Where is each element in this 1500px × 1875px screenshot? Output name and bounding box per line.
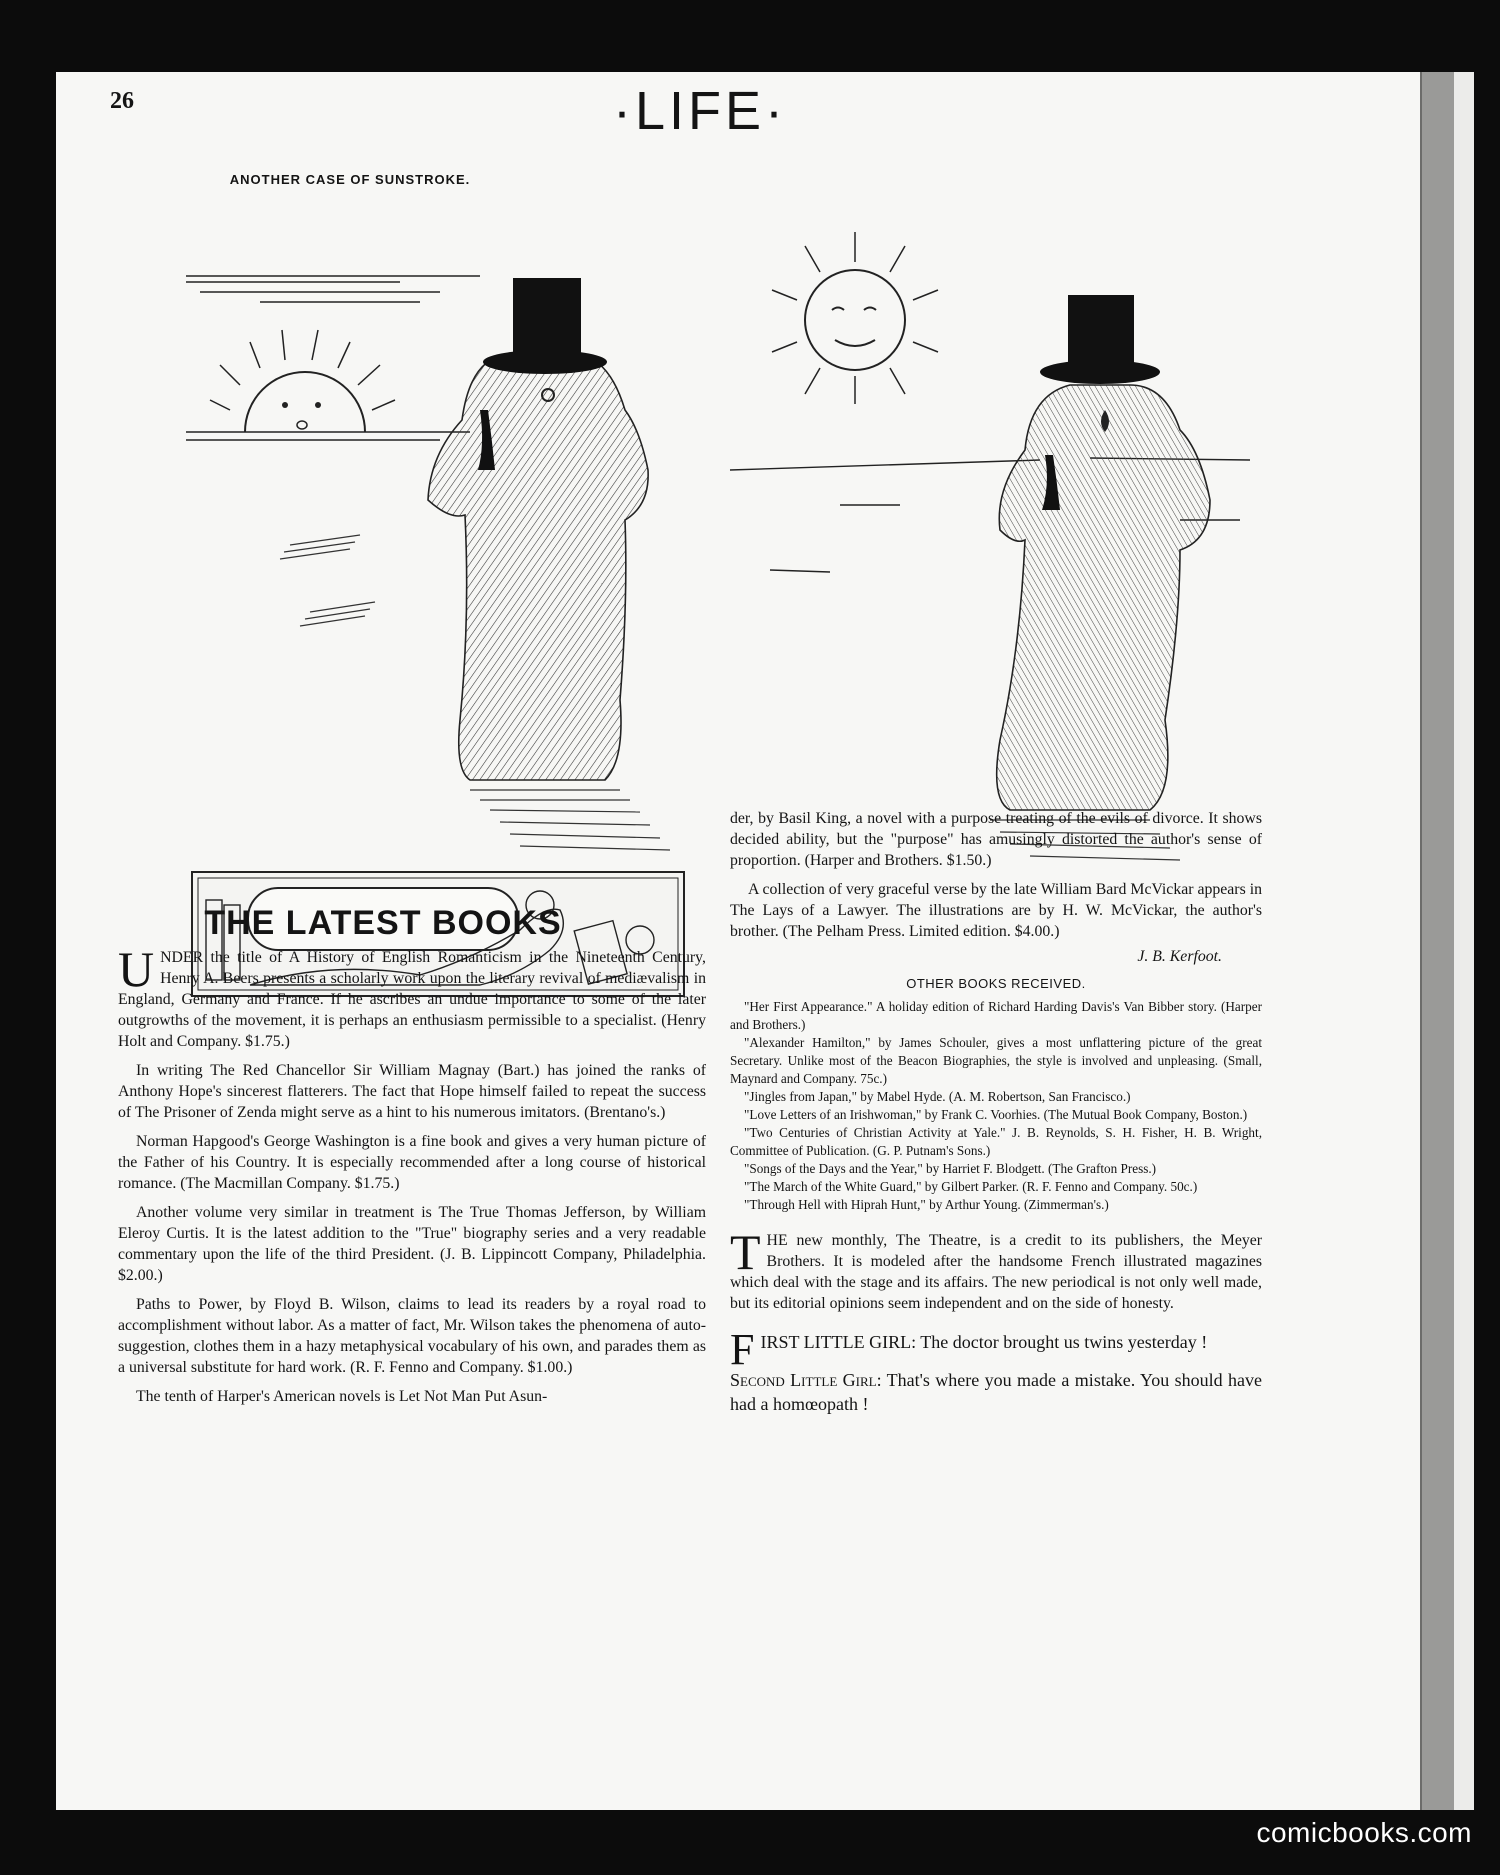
review-paths-to-power: Paths to Power, by Floyd B. Wilson, claims to lead its readers by a royal road to accomplishment without labor. As a matter of fact, Mr. Wilson takes the phenomena of auto-suggestion, clothes them in a hazy metaphysical vocabulary of his own, and parades them as a universal substitute for hard work. (R. F. Fenno and Company. $1.00.) xyxy=(118,1296,706,1376)
list-item: "The March of the White Guard," by Gilbert Parker. (R. F. Fenno and Company. 50c.) xyxy=(744,1179,1198,1194)
review-red-chancellor: In writing The Red Chancellor Sir William Magnay (Bart.) has joined the ranks of Anthony Hope's sincerest flatterers. The fact that Hope himself failed to repeat the success of The Prisoner of Zenda might serve as a hint to his numerous imitators. (Brentano's.) xyxy=(118,1062,706,1121)
other-books-list xyxy=(730,998,1262,1214)
joke-line-2: : That's where you made a mistake. You should have had a homœopath ! xyxy=(730,1370,1262,1414)
drop-cap: T xyxy=(730,1224,761,1280)
review-harper-novel-start: The tenth of Harper's American novels is Let Not Man Put Asun- xyxy=(136,1388,548,1405)
theatre-note: THE new monthly, The Theatre, is a credit to its publishers, the Meyer Brothers. It is modeled after the handsome French illustrated magazines which deal with the stage and its affairs. The new periodical is not only well made, but its editorial opinions seem independent and on the side of honesty. xyxy=(730,1224,1262,1312)
left-snowman xyxy=(428,278,670,850)
review-george-washington: Norman Hapgood's George Washington is a fine book and gives a very human picture of the Father of his Country. It is especially recommended after a long course of historical romance. (The Macmillan Company. $1.75.) xyxy=(118,1133,706,1192)
smiling-sun-icon xyxy=(772,232,938,404)
review-thomas-jefferson: Another volume very similar in treatment is The True Thomas Jefferson, by William Eleroy Curtis. It is the latest addition to the "True" biography series and a very readable commentary upon the life of the third President. (J. B. Lippincott Company, Philadelphia. $2.00.) xyxy=(118,1204,706,1284)
banner-title: THE LATEST BOOKS xyxy=(204,904,562,942)
review-lays-of-a-lawyer: A collection of very graceful verse by the late William Bard McVickar appears in The Lays of a Lawyer. The illustrations are by H. W. McVickar, the author's brother. (The Pelham Press. Limited edition. $4.00.) xyxy=(730,881,1262,940)
site-watermark: comicbooks.com xyxy=(1256,1817,1472,1848)
list-item: "Love Letters of an Irishwoman," by Frank C. Voorhies. (The Mutual Book Company, Boston.) xyxy=(744,1107,1248,1122)
reviewer-signature: J. B. Kerfoot. xyxy=(1137,948,1222,965)
right-cartoon-panel xyxy=(730,232,1250,860)
list-item: "Through Hell with Hiprah Hunt," by Arthur Young. (Zimmerman's.) xyxy=(744,1197,1109,1212)
page-number: 26 xyxy=(110,88,134,114)
left-cartoon-panel xyxy=(186,276,670,850)
list-item: "Her First Appearance." A holiday edition of Richard Harding Davis's Van Bibber story. (Harper and Brothers.) xyxy=(730,999,1262,1032)
list-item: "Songs of the Days and the Year," by Harriet F. Blodgett. (The Grafton Press.) xyxy=(744,1161,1157,1176)
setting-sun-icon xyxy=(210,330,395,432)
masthead-title: ·LIFE· xyxy=(612,81,787,141)
left-text-column xyxy=(118,941,706,1415)
cartoon-caption: ANOTHER CASE OF SUNSTROKE. xyxy=(229,172,471,187)
list-item: "Two Centuries of Christian Activity at Yale." J. B. Reynolds, S. H. Fisher, H. B. Wright, Committee of Publication. (G. P. Putnam's Sons.) xyxy=(730,1125,1262,1158)
right-snowman xyxy=(990,295,1210,860)
joke-line-1: IRST LITTLE GIRL: The doctor brought us twins yesterday ! xyxy=(760,1332,1208,1352)
twins-joke xyxy=(730,1325,1262,1416)
list-item: "Jingles from Japan," by Mabel Hyde. (A. M. Robertson, San Francisco.) xyxy=(744,1089,1131,1104)
right-text-column xyxy=(730,808,1262,1416)
other-books-heading: OTHER BOOKS RECEIVED. xyxy=(906,976,1086,991)
drop-cap: U xyxy=(118,941,155,997)
review-harper-novel-end: der, by Basil King, a novel with a purpose treating of the evils of divorce. It shows decided ability, but the "purpose" has amusingly distorted the author's sense of proportion. (Harper and Brothers. $1.50.) xyxy=(730,810,1262,869)
drop-cap: F xyxy=(730,1325,755,1374)
list-item: "Alexander Hamilton," by James Schouler, gives a most unflattering picture of the great Secretary. Unlike most of the Beacon Biographies, the style is involved and unpleasing. (Small, Maynard and Company. 75c.) xyxy=(730,1035,1262,1086)
review-romanticism: UNDER the title of A History of English Romanticism in the Nineteenth Century, Henry A. Beers presents a scholarly work upon the literary revival of mediævalism in England, Germany and France. If he ascribes an undue importance to some of the later outgrowths of the movement, it is perhaps an enthusiasm permissible to a specialist. (Henry Holt and Company. $1.75.) xyxy=(118,941,706,1050)
joke-speaker: Second Little Girl xyxy=(730,1370,877,1390)
